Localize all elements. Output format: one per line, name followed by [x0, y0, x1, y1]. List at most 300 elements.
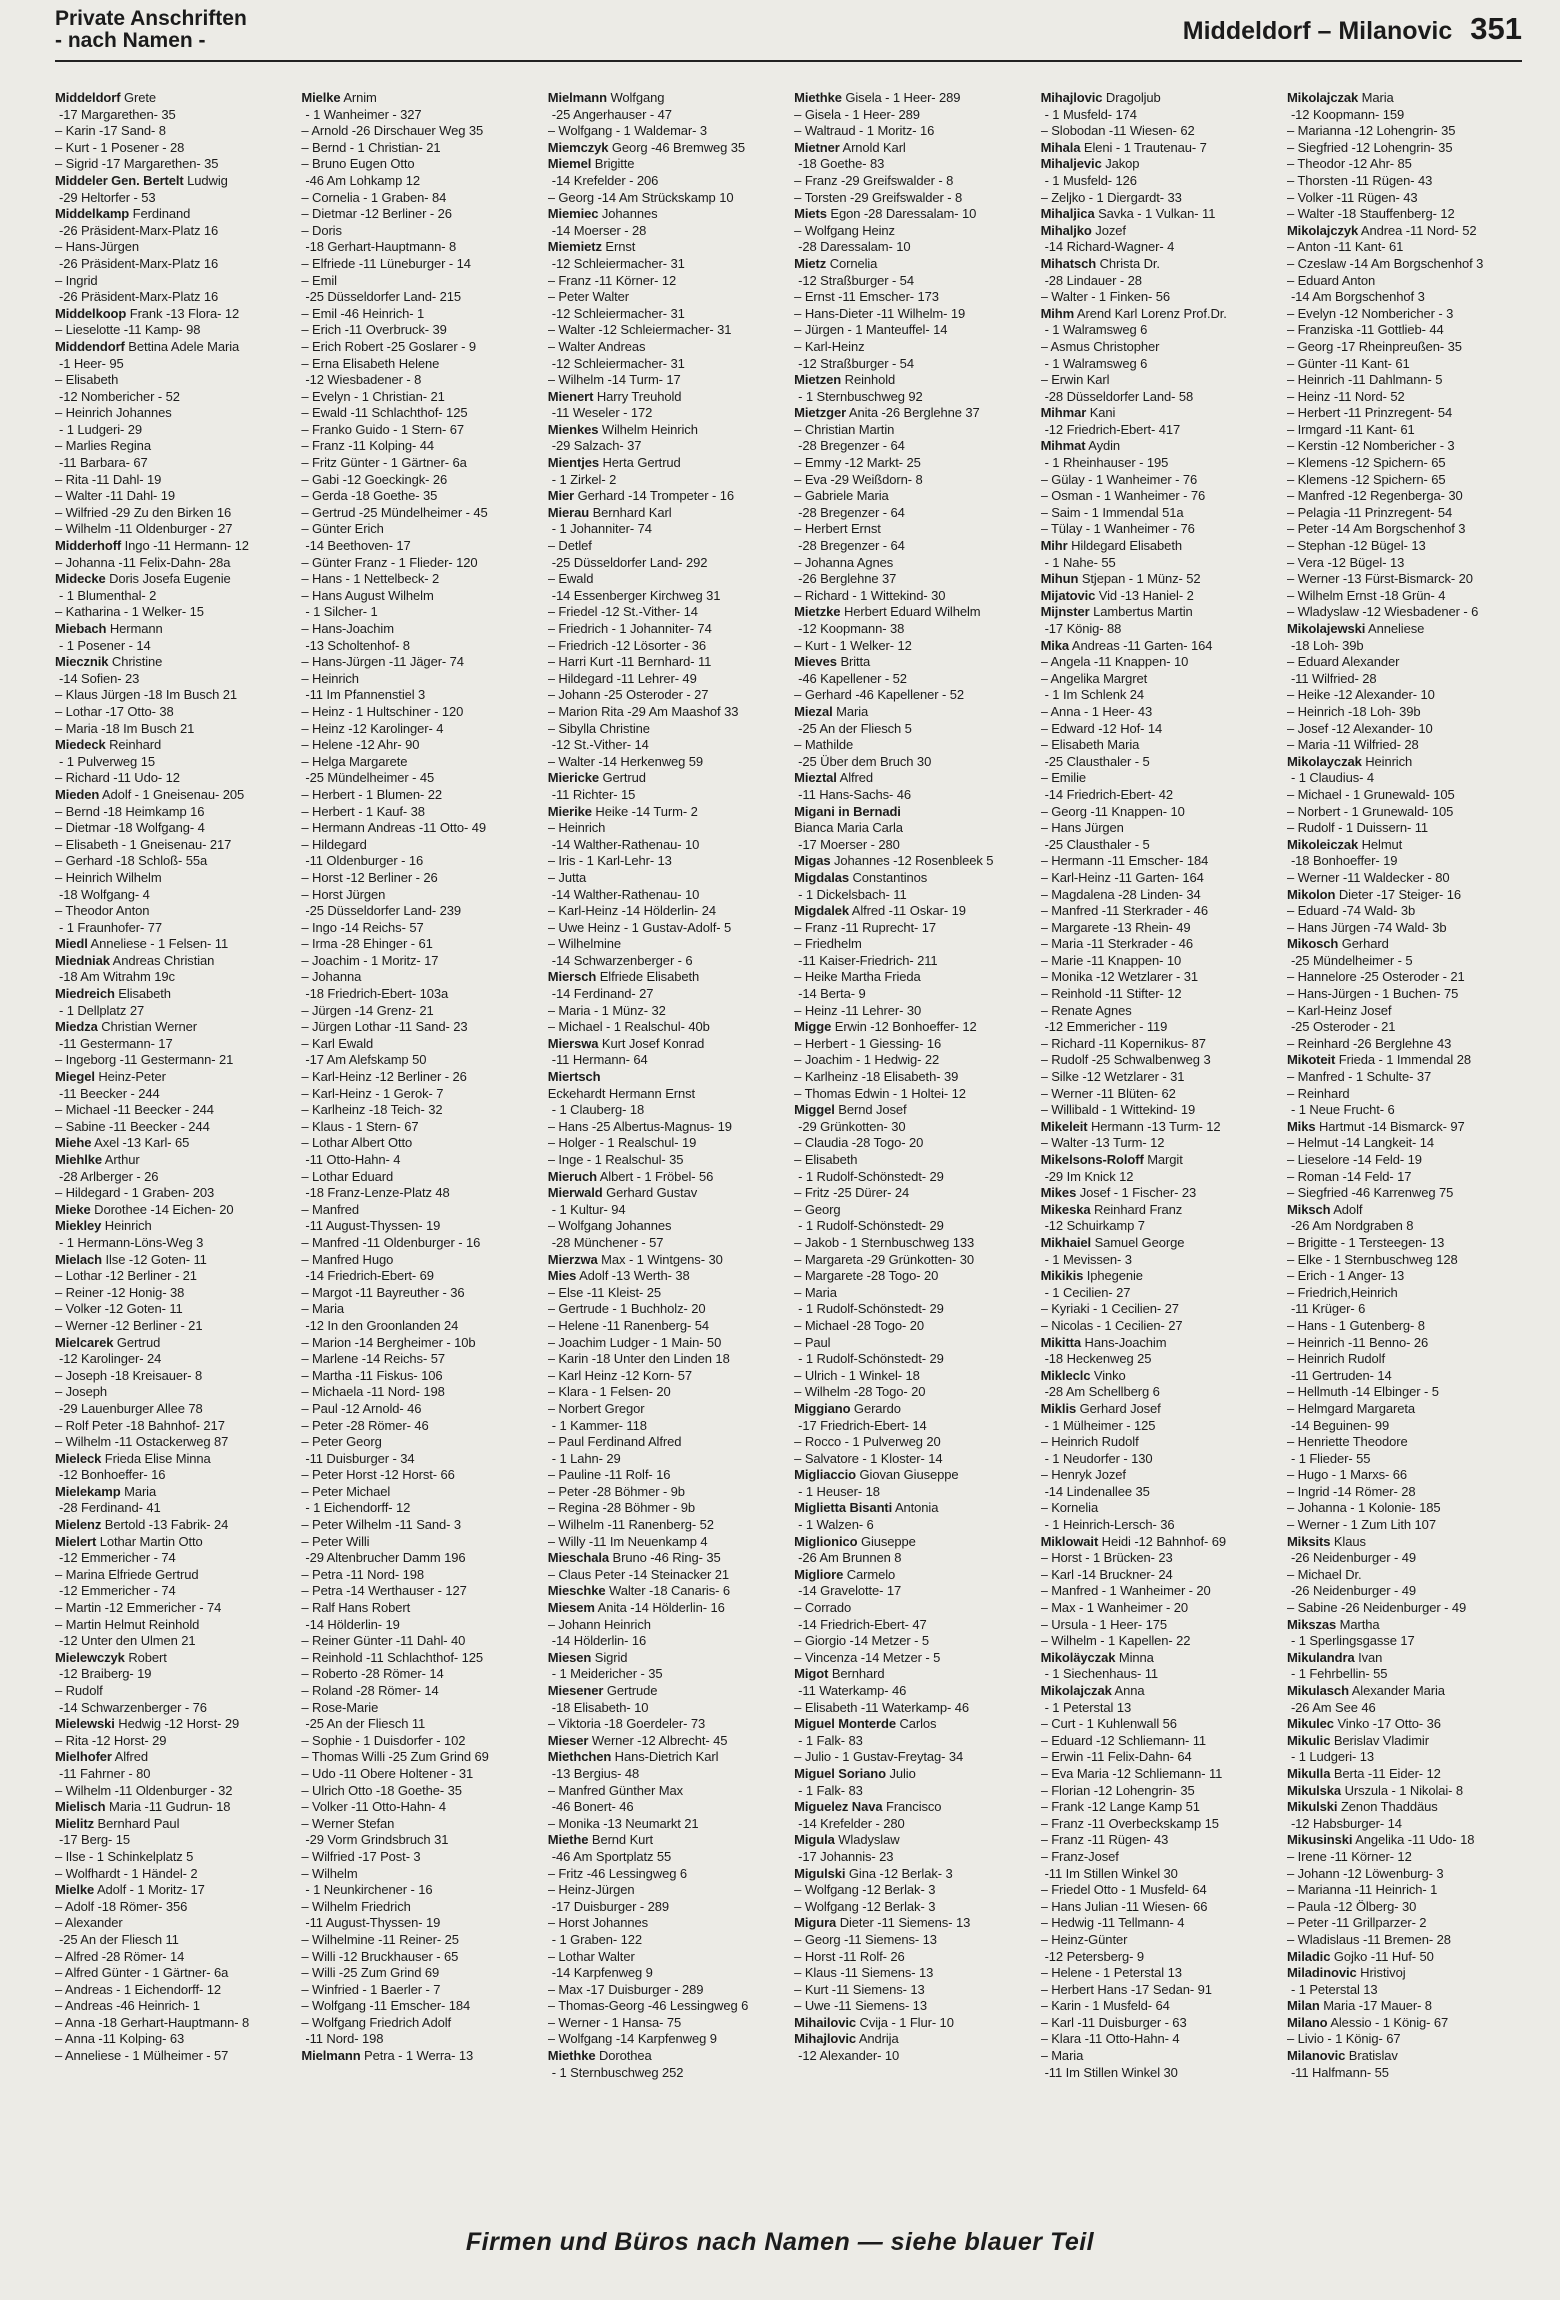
directory-entry: – Uwe -11 Siemens- 13 — [794, 1998, 927, 2014]
directory-entry: – Wolfgang Friedrich Adolf — [301, 2014, 452, 2030]
directory-entry: – Margarete -13 Rhein- 49 — [1040, 919, 1191, 935]
directory-column-4 — [794, 90, 1030, 2100]
directory-entry: – Marlene -14 Reichs- 57 — [301, 1351, 445, 1367]
directory-entry: -14 Berta- 9 — [798, 986, 866, 1002]
directory-entry: – Marie -11 Knappen- 10 — [1040, 952, 1182, 968]
directory-entry: Mikikis Iphegenie — [1040, 1268, 1143, 1284]
directory-entry: – Karin -17 Sand- 8 — [55, 123, 166, 139]
directory-entry: - 1 Clauberg- 18 — [551, 1102, 645, 1118]
directory-entry: – Werner -13 Fürst-Bismarck- 20 — [1286, 571, 1473, 587]
entry-surname: Migani in Bernadi — [794, 803, 901, 819]
directory-entry: – Richard -11 Kopernikus- 87 — [1040, 1035, 1206, 1051]
directory-entry: Mikulic Berislav Vladimir — [1286, 1732, 1429, 1748]
directory-entry: – Karin -18 Unter den Linden 18 — [547, 1351, 730, 1367]
directory-entry: – Slobodan -11 Wiesen- 62 — [1040, 123, 1195, 139]
directory-entry: -18 Gerhart-Hauptmann- 8 — [305, 239, 457, 255]
directory-entry: – Eduard Anton — [1286, 272, 1376, 288]
directory-entry: -14 Friedrich-Ebert- 69 — [305, 1268, 434, 1284]
directory-entry: -18 Wolfgang- 4 — [59, 886, 150, 902]
directory-entry: – Heike -12 Alexander- 10 — [1286, 687, 1435, 703]
directory-entry: – Klemens -12 Spichern- 65 — [1286, 471, 1446, 487]
directory-entry: – Paul — [794, 1334, 831, 1350]
entry-surname: Migdalek — [794, 903, 849, 919]
directory-entry: Miesem Anita -14 Hölderlin- 16 — [547, 1600, 725, 1616]
directory-entry: -25 Düsseldorfer Land- 239 — [305, 903, 462, 919]
directory-entry: -28 Daressalam- 10 — [798, 239, 911, 255]
directory-entry: – Tülay - 1 Wanheimer - 76 — [1040, 521, 1195, 537]
directory-entry — [794, 804, 1030, 821]
directory-entry: – Pauline -11 Rolf- 16 — [547, 1467, 671, 1483]
directory-entry: Miguel Soriano Julio — [794, 1765, 916, 1781]
directory-entry: – Stephan -12 Bügel- 13 — [1286, 538, 1426, 554]
directory-entry: -46 Am Sportplatz 55 — [551, 1848, 672, 1864]
entry-surname: Miehlke — [55, 1152, 102, 1167]
directory-entry: – Fritz -46 Lessingweg 6 — [547, 1865, 688, 1881]
directory-entry: Eckehardt Hermann Ernst — [547, 1085, 696, 1101]
directory-entry: – Pelagia -11 Prinzregent- 54 — [1286, 504, 1453, 520]
directory-entry: – Walter Andreas — [547, 338, 646, 354]
directory-entry: – Ernst -11 Emscher- 173 — [794, 289, 939, 305]
directory-entry: – Willi -25 Zum Grind 69 — [301, 1965, 440, 1981]
directory-entry: – Anton -11 Kant- 61 — [1286, 239, 1404, 255]
directory-entry: -29 Heltorfer - 53 — [59, 189, 156, 205]
directory-entry: Mietner Arnold Karl — [794, 139, 906, 155]
directory-entry: – Hermann Andreas -11 Otto- 49 — [301, 820, 487, 836]
directory-entry: – Karl-Heinz -14 Hölderlin- 24 — [547, 903, 717, 919]
directory-entry: – Franz -11 Overbeckskamp 15 — [1040, 1815, 1219, 1831]
directory-entry: – Erwin Karl — [1040, 372, 1110, 388]
directory-entry: Mielenz Bertold -13 Fabrik- 24 — [55, 1517, 229, 1533]
entry-surname: Mielitz — [55, 1815, 95, 1831]
directory-entry: – Manfred -11 Oldenburger - 16 — [301, 1234, 481, 1250]
directory-entry: – Gertrud -25 Mündelheimer - 45 — [301, 504, 488, 520]
directory-entry: – Wolfgang -11 Emscher- 184 — [301, 1998, 471, 2014]
directory-entry: Migge Erwin -12 Bonhoeffer- 12 — [794, 1019, 977, 1035]
directory-entry: Miesen Sigrid — [547, 1649, 628, 1665]
directory-entry: Miksch Adolf — [1286, 1201, 1363, 1217]
directory-entry: -11 Krüger- 6 — [1290, 1301, 1366, 1317]
directory-entry: – Wolfgang Heinz — [794, 222, 895, 238]
directory-entry: -12 Friedrich-Ebert- 417 — [1044, 421, 1181, 437]
entry-surname: Mikulasch — [1286, 1683, 1349, 1698]
directory-entry: – Norbert Gregor — [547, 1400, 645, 1416]
directory-entry: – Julio - 1 Gustav-Freytag- 34 — [794, 1749, 964, 1765]
directory-entry: – Hans Julian -11 Wiesen- 66 — [1040, 1898, 1208, 1914]
directory-entry: – Herbert - 1 Giessing- 16 — [794, 1035, 942, 1051]
entry-surname: Milano — [1286, 2014, 1328, 2030]
directory-entry: -25 Düsseldorfer Land- 292 — [551, 554, 708, 570]
directory-entry: – Heinz-Jürgen — [547, 1882, 635, 1898]
entry-surname: Miladinovic — [1286, 1965, 1357, 1981]
entry-surname: Miksch — [1286, 1201, 1331, 1217]
directory-entry: – Helmut -14 Langkeit- 14 — [1286, 1135, 1435, 1151]
directory-entry: – Elke - 1 Sternbuschweg 128 — [1286, 1251, 1458, 1267]
directory-entry: -26 Neidenburger - 49 — [1290, 1583, 1417, 1599]
directory-entry: Mierau Bernhard Karl — [547, 504, 672, 520]
entry-surname: Miethchen — [547, 1749, 612, 1765]
directory-entry: - 1 Musfeld- 174 — [1044, 106, 1137, 122]
entry-surname: Mikulandra — [1286, 1649, 1355, 1665]
directory-entry: – Karl Heinz -12 Korn- 57 — [547, 1367, 692, 1383]
entry-surname: Miehe — [55, 1135, 92, 1151]
directory-entry: Mikelsons-Roloff Margit — [1040, 1152, 1183, 1167]
directory-entry: Mikolajczak Anna — [1040, 1683, 1145, 1698]
directory-entry: – Thorsten -11 Rügen- 43 — [1286, 172, 1433, 188]
directory-entry: -29 Im Knick 12 — [1044, 1168, 1134, 1184]
directory-entry: -46 Kapellener - 52 — [798, 670, 907, 686]
directory-entry: – Heinrich Wilhelm — [55, 869, 162, 885]
directory-entry: – Peter Walter — [547, 289, 629, 305]
directory-entry: – Heinrich — [301, 670, 359, 686]
directory-entry: Mielke Arnim — [301, 90, 377, 105]
directory-entry: – Wilhelmine -11 Reiner- 25 — [301, 1931, 459, 1947]
directory-entry: – Emilie — [1040, 770, 1086, 786]
entry-surname: Mihailovic — [794, 2014, 857, 2030]
entry-surname: Miedza — [55, 1019, 98, 1035]
directory-entry: – Klemens -12 Spichern- 65 — [1286, 455, 1446, 471]
directory-entry: Mikes Josef - 1 Fischer- 23 — [1040, 1185, 1197, 1201]
directory-entry: – Gerda -18 Goethe- 35 — [301, 488, 438, 504]
entry-surname: Mijatovic — [1040, 587, 1096, 603]
directory-entry: Miemczyk Georg -46 Bremweg 35 — [547, 139, 746, 155]
directory-entry: -18 Franz-Lenze-Platz 48 — [305, 1185, 450, 1201]
entry-surname: Mieschala — [547, 1550, 610, 1566]
directory-entry: – Heinrich -18 Loh- 39b — [1286, 703, 1421, 719]
directory-entry: – Manfred - 1 Wanheimer - 20 — [1040, 1583, 1211, 1599]
directory-entry: – Inge - 1 Realschul- 35 — [547, 1152, 684, 1167]
directory-entry: – Klara - 1 Felsen- 20 — [547, 1384, 671, 1400]
directory-entry: -12 Koopmann- 159 — [1290, 106, 1405, 122]
entry-surname: Mies — [547, 1268, 577, 1284]
directory-entry: – Friedel Otto - 1 Musfeld- 64 — [1040, 1882, 1207, 1898]
directory-entry: – Wilhelm - 1 Kapellen- 22 — [1040, 1633, 1191, 1649]
directory-entry: Miemiec Johannes — [547, 206, 658, 222]
directory-entry: Miethke Dorothea — [547, 2048, 652, 2064]
directory-entry: -11 Weseler - 172 — [551, 405, 653, 421]
directory-entry: – Heinz - 1 Hultschiner - 120 — [301, 703, 464, 719]
directory-entry: – Evelyn - 1 Christian- 21 — [301, 388, 445, 404]
directory-entry: - 1 Claudius- 4 — [1290, 770, 1374, 786]
entry-surname: Mielewski — [55, 1716, 115, 1732]
directory-entry: – Angelika Margret — [1040, 670, 1148, 686]
directory-entry: -12 Emmericher - 74 — [59, 1583, 176, 1599]
entry-surname: Miertsch — [547, 1069, 601, 1085]
directory-entry: Mierswa Kurt Josef Konrad — [547, 1035, 705, 1051]
directory-entry: -11 Oldenburger - 16 — [305, 853, 424, 869]
directory-entry: Mihaljko Jozef — [1040, 222, 1126, 238]
directory-entry: – Heinz-Günter — [1040, 1931, 1128, 1947]
directory-entry: -11 Nord- 198 — [305, 2031, 384, 2047]
directory-entry: Mietz Cornelia — [794, 255, 878, 271]
entry-surname: Mietzger — [794, 405, 847, 421]
directory-entry: Miedniak Andreas Christian — [55, 952, 215, 968]
directory-entry: Migdalek Alfred -11 Oskar- 19 — [794, 903, 966, 919]
directory-entry: -11 August-Thyssen- 19 — [305, 1218, 441, 1234]
directory-entry: - 1 Dellplatz 27 — [59, 1002, 145, 1018]
directory-entry: Miedza Christian Werner — [55, 1019, 197, 1035]
entry-surname: Miets — [794, 206, 827, 222]
directory-entry: – Karl -11 Duisburger - 63 — [1040, 2014, 1187, 2030]
directory-entry: – Walter -12 Schleiermacher- 31 — [547, 322, 732, 338]
directory-entry: – Ewald -11 Schlachthof- 125 — [301, 405, 468, 421]
directory-entry: -14 Gravelotte- 17 — [798, 1583, 902, 1599]
directory-entry: - 1 Rheinhauser - 195 — [1044, 455, 1169, 471]
directory-entry: -17 Duisburger - 289 — [551, 1898, 670, 1914]
directory-entry: - 1 Johanniter- 74 — [551, 521, 652, 537]
directory-entry: Miksits Klaus — [1286, 1533, 1366, 1549]
directory-entry: - 1 Falk- 83 — [798, 1782, 863, 1798]
directory-entry: – Jakob - 1 Sternbuschweg 133 — [794, 1234, 975, 1250]
entry-surname: Mikulska — [1286, 1782, 1342, 1798]
directory-column-6 — [1287, 90, 1523, 2100]
entry-surname: Mieser — [547, 1732, 589, 1748]
entry-surname: Miedreich — [55, 986, 115, 1002]
directory-entry: – Regina -28 Böhmer - 9b — [547, 1500, 695, 1516]
directory-entry: Migliore Carmelo — [794, 1566, 896, 1582]
directory-entry: – Ulrich - 1 Winkel- 18 — [794, 1367, 920, 1383]
directory-entry: -12 Karolinger- 24 — [59, 1351, 162, 1367]
directory-entry: -26 Berglehne 37 — [798, 571, 897, 587]
entry-surname: Miglietta Bisanti — [794, 1500, 893, 1516]
directory-entry: – Andreas -46 Heinrich- 1 — [55, 1998, 200, 2014]
directory-entry: – Hugo - 1 Marxs- 66 — [1286, 1467, 1408, 1483]
directory-entry: – Wolfgang -14 Karpfenweg 9 — [547, 2031, 717, 2047]
directory-entry: – Ewald — [547, 571, 594, 587]
directory-entry: -14 Essenberger Kirchweg 31 — [551, 587, 721, 603]
directory-entry: – Franz-Josef — [1040, 1848, 1119, 1864]
directory-entry: Mikulandra Ivan — [1286, 1649, 1383, 1665]
directory-entry: – Emil — [301, 272, 337, 288]
directory-entry: Mika Andreas -11 Garten- 164 — [1040, 637, 1213, 653]
entry-surname: Milan — [1286, 1998, 1320, 2014]
directory-entry: – Rita -11 Dahl- 19 — [55, 471, 162, 487]
directory-entry: - 1 Sperlingsgasse 17 — [1290, 1633, 1415, 1649]
entry-surname: Miecznik — [55, 654, 109, 670]
directory-entry: – Werner - 1 Zum Lith 107 — [1286, 1517, 1436, 1533]
directory-entry: - 1 Walramsweg 6 — [1044, 355, 1148, 371]
directory-entry: - 1 Posener - 14 — [59, 637, 151, 653]
directory-entry: – Monika -13 Neumarkt 21 — [547, 1815, 699, 1831]
directory-entry: – Reinhard -26 Berglehne 43 — [1286, 1035, 1452, 1051]
directory-entry: – Karin - 1 Musfeld- 64 — [1040, 1998, 1170, 2014]
entry-surname: Mikosch — [1286, 936, 1339, 952]
directory-entry: -14 Schwarzenberger - 6 — [551, 952, 693, 968]
directory-entry: – Helga Margarete — [301, 753, 408, 769]
directory-entry: – Joseph -18 Kreisauer- 8 — [55, 1367, 203, 1383]
entry-surname: Mikulla — [1286, 1765, 1331, 1781]
directory-entry: -25 An der Fliesch 5 — [798, 720, 912, 736]
directory-entry: – Renate Agnes — [1040, 1002, 1132, 1018]
directory-entry: – Wilhelm -14 Turm- 17 — [547, 372, 681, 388]
directory-entry: – Walter -11 Dahl- 19 — [55, 488, 176, 504]
directory-entry: Mikulasch Alexander Maria — [1286, 1683, 1445, 1698]
directory-entry: – Franz -11 Ruprecht- 17 — [794, 919, 937, 935]
directory-entry: – Hans Jürgen — [1040, 820, 1124, 836]
entry-surname: Mielisch — [55, 1799, 106, 1815]
directory-entry: - 1 Lahn- 29 — [551, 1450, 621, 1466]
directory-entry: – Johanna Agnes — [794, 554, 894, 570]
directory-entry: – Joachim - 1 Hedwig- 22 — [794, 1052, 940, 1068]
directory-entry: – Maria - 1 Münz- 32 — [547, 1002, 666, 1018]
directory-entry: – Magdalena -28 Linden- 34 — [1040, 886, 1201, 902]
directory-entry: – Maria — [301, 1301, 345, 1317]
directory-entry: – Werner - 1 Hansa- 75 — [547, 2014, 682, 2030]
directory-entry: Middeler Gen. Bertelt Ludwig — [55, 172, 228, 188]
directory-entry: – Hermann -11 Emscher- 184 — [1040, 853, 1209, 869]
directory-entry: – Sabine -26 Neidenburger - 49 — [1286, 1600, 1467, 1616]
directory-entry: Migliaccio Giovan Giuseppe — [794, 1467, 959, 1483]
directory-entry: -12 Alexander- 10 — [798, 2048, 900, 2064]
directory-entry: -29 Altenbrucher Damm 196 — [305, 1550, 466, 1566]
directory-entry: -11 Im Pfannenstiel 3 — [305, 687, 426, 703]
directory-entry: - 1 Falk- 83 — [798, 1732, 863, 1748]
directory-entry: – Heinrich -11 Benno- 26 — [1286, 1334, 1429, 1350]
directory-entry: – Martin Helmut Reinhold — [55, 1616, 200, 1632]
directory-entry: - 1 Sternbuschweg 92 — [798, 388, 923, 404]
entry-surname: Miethke — [547, 2048, 596, 2064]
entry-surname: Migdalas — [794, 869, 849, 885]
directory-entry: -12 Schuirkamp 7 — [1044, 1218, 1145, 1234]
directory-column-5 — [1041, 90, 1277, 2100]
entry-surname: Mika — [1040, 637, 1070, 653]
directory-entry: – Franz -29 Greifswalder - 8 — [794, 172, 954, 188]
directory-entry: Migdalas Constantinos — [794, 869, 928, 885]
directory-entry: – Karl-Heinz — [794, 338, 865, 354]
entry-surname: Miericke — [547, 770, 600, 786]
directory-entry: – Maria -18 Im Busch 21 — [55, 720, 195, 736]
directory-entry: – Kornelia — [1040, 1500, 1099, 1516]
directory-entry: – Hans-Dieter -11 Wilhelm- 19 — [794, 305, 966, 321]
directory-entry: – Lothar -12 Berliner - 21 — [55, 1268, 197, 1284]
directory-entry: Midderhoff Ingo -11 Hermann- 12 — [55, 538, 249, 554]
entry-surname: Mietzen — [794, 372, 842, 388]
directory-entry: – Udo -11 Obere Holtener - 31 — [301, 1765, 474, 1781]
directory-entry: – Kerstin -12 Nombericher - 3 — [1286, 438, 1455, 454]
directory-entry: – Ingo -14 Reichs- 57 — [301, 919, 424, 935]
directory-column-1 — [55, 90, 291, 2100]
entry-surname: Midecke — [55, 571, 106, 587]
directory-entry: – Theodor -12 Ahr- 85 — [1286, 156, 1412, 172]
directory-entry: Miguel Monterde Carlos — [794, 1716, 937, 1732]
directory-entry: -14 Walther-Rathenau- 10 — [551, 886, 700, 902]
entry-surname: Miguelez Nava — [794, 1799, 883, 1815]
directory-entry: – Heike Martha Frieda — [794, 969, 921, 985]
directory-entry: – Jürgen -14 Grenz- 21 — [301, 1002, 434, 1018]
directory-entry: – Michael -28 Togo- 20 — [794, 1317, 924, 1333]
directory-entry: -18 Bonhoeffer- 19 — [1290, 853, 1398, 869]
directory-entry: Middendorf Bettina Adele Maria — [55, 338, 240, 354]
directory-entry: -18 Loh- 39b — [1290, 637, 1364, 653]
directory-entry: -26 Am Nordgraben 8 — [1290, 1218, 1414, 1234]
directory-entry: – Wolfgang -12 Berlak- 3 — [794, 1882, 936, 1898]
entry-surname: Miemczyk — [547, 139, 609, 155]
entry-surname: Mienert — [547, 388, 594, 404]
directory-entry: – Lothar Eduard — [301, 1168, 394, 1184]
directory-entry: – Hildegard -11 Lehrer- 49 — [547, 670, 697, 686]
header-rule — [55, 60, 1522, 62]
directory-entry: Mikoläyczak Minna — [1040, 1649, 1154, 1665]
directory-entry: Mierzwa Max - 1 Wintgens- 30 — [547, 1251, 723, 1267]
directory-entry: Mieztal Alfred — [794, 770, 873, 786]
name-range: Middeldorf – Milanovic — [1182, 17, 1453, 45]
directory-entry: – Wilhelm -11 Ostackerweg 87 — [55, 1434, 229, 1450]
directory-entry: – Eduard -12 Schliemann- 11 — [1040, 1732, 1206, 1748]
directory-entry: – Michael - 1 Realschul- 40b — [547, 1019, 710, 1035]
entry-surname: Mielke — [55, 1882, 95, 1898]
directory-entry: Mihaljevic Jakop — [1040, 156, 1140, 172]
directory-entry: – Monika -12 Wetzlarer - 31 — [1040, 969, 1199, 985]
directory-entry: -11 Beecker - 244 — [59, 1085, 160, 1101]
directory-entry: – Sibylla Christine — [547, 720, 650, 736]
directory-entry: Miklis Gerhard Josef — [1040, 1400, 1161, 1416]
directory-entry: -12 Bonhoeffer- 16 — [59, 1467, 166, 1483]
directory-entry: – Wilhelmine — [547, 936, 621, 952]
directory-entry: – Marlies Regina — [55, 438, 151, 454]
entry-surname: Miedl — [55, 936, 88, 952]
entry-surname: Miggiano — [794, 1400, 851, 1416]
directory-entry: – Theodor Anton — [55, 903, 150, 919]
entry-surname: Mikulic — [1286, 1732, 1331, 1748]
directory-entry: Miersch Elfriede Elisabeth — [547, 969, 700, 985]
entry-surname: Miebach — [55, 621, 107, 636]
directory-entry: – Kyriaki - 1 Cecilien- 27 — [1040, 1301, 1179, 1317]
directory-entry: – Alfred Günter - 1 Gärtner- 6a — [55, 1965, 229, 1981]
directory-entry: – Günter -11 Kant- 61 — [1286, 355, 1410, 371]
directory-entry: – Klara -11 Otto-Hahn- 4 — [1040, 2031, 1180, 2047]
directory-entry: – Evelyn -12 Nombericher - 3 — [1286, 305, 1454, 321]
directory-entry: – Wilhelm — [301, 1865, 358, 1881]
directory-entry: -17 Moerser - 280 — [798, 836, 900, 852]
directory-entry: -29 Grünkotten- 30 — [798, 1118, 906, 1134]
directory-entry: Mieschala Bruno -46 Ring- 35 — [547, 1550, 721, 1566]
page-number: 351 — [1470, 11, 1522, 46]
entry-surname: Mieke — [55, 1201, 91, 1217]
directory-entry: – Hans-Jürgen -11 Jäger- 74 — [301, 654, 464, 670]
directory-entry: – Johanna — [301, 969, 362, 985]
directory-entry: – Sabine -11 Beecker - 244 — [55, 1118, 210, 1134]
directory-entry: – Georg -17 Rheinpreußen- 35 — [1286, 338, 1462, 354]
directory-entry: – Doris — [301, 222, 342, 238]
entry-surname: Miguel Soriano — [794, 1765, 886, 1781]
directory-entry: – Heinrich Rudolf — [1286, 1351, 1385, 1367]
directory-entry: -17 Johannis- 23 — [798, 1848, 894, 1864]
directory-entry: – Wilhelm -11 Ranenberg- 52 — [547, 1517, 714, 1533]
section-heading — [55, 8, 247, 52]
directory-entry: – Bernd -18 Heimkamp 16 — [55, 803, 205, 819]
directory-entry: – Martha -11 Fiskus- 106 — [301, 1367, 443, 1383]
directory-entry: -1 Heer- 95 — [59, 355, 124, 371]
directory-entry: – Siegfried -12 Lohengrin- 35 — [1286, 139, 1453, 155]
directory-entry: – Czeslaw -14 Am Borgschenhof 3 — [1286, 255, 1484, 271]
directory-entry: Miets Egon -28 Daressalam- 10 — [794, 206, 977, 222]
directory-entry: - 1 Silcher- 1 — [305, 604, 378, 620]
entry-surname: Mihatsch — [1040, 255, 1097, 271]
directory-entry: Mijnster Lambertus Martin — [1040, 604, 1193, 620]
directory-entry: -28 Ferdinand- 41 — [59, 1500, 161, 1516]
directory-entry: – Peter Michael — [301, 1483, 391, 1499]
directory-entry: – Horst Jürgen — [301, 886, 386, 902]
directory-entry: - 1 Graben- 122 — [551, 1931, 643, 1947]
directory-entry: -12 Braiberg- 19 — [59, 1666, 152, 1682]
directory-entry: Mielke Adolf - 1 Moritz- 17 — [55, 1882, 205, 1898]
directory-entry: – Paul -12 Arnold- 46 — [301, 1400, 422, 1416]
entry-surname: Migge — [794, 1019, 832, 1035]
directory-entry: – Winfried - 1 Baerler - 7 — [301, 1981, 441, 1997]
directory-entry: – Edward -12 Hof- 14 — [1040, 720, 1163, 736]
directory-entry: – Peter -14 Am Borgschenhof 3 — [1286, 521, 1466, 537]
section-heading-line2: - nach Namen - — [55, 29, 206, 52]
directory-entry: – Richard -11 Udo- 12 — [55, 770, 180, 786]
